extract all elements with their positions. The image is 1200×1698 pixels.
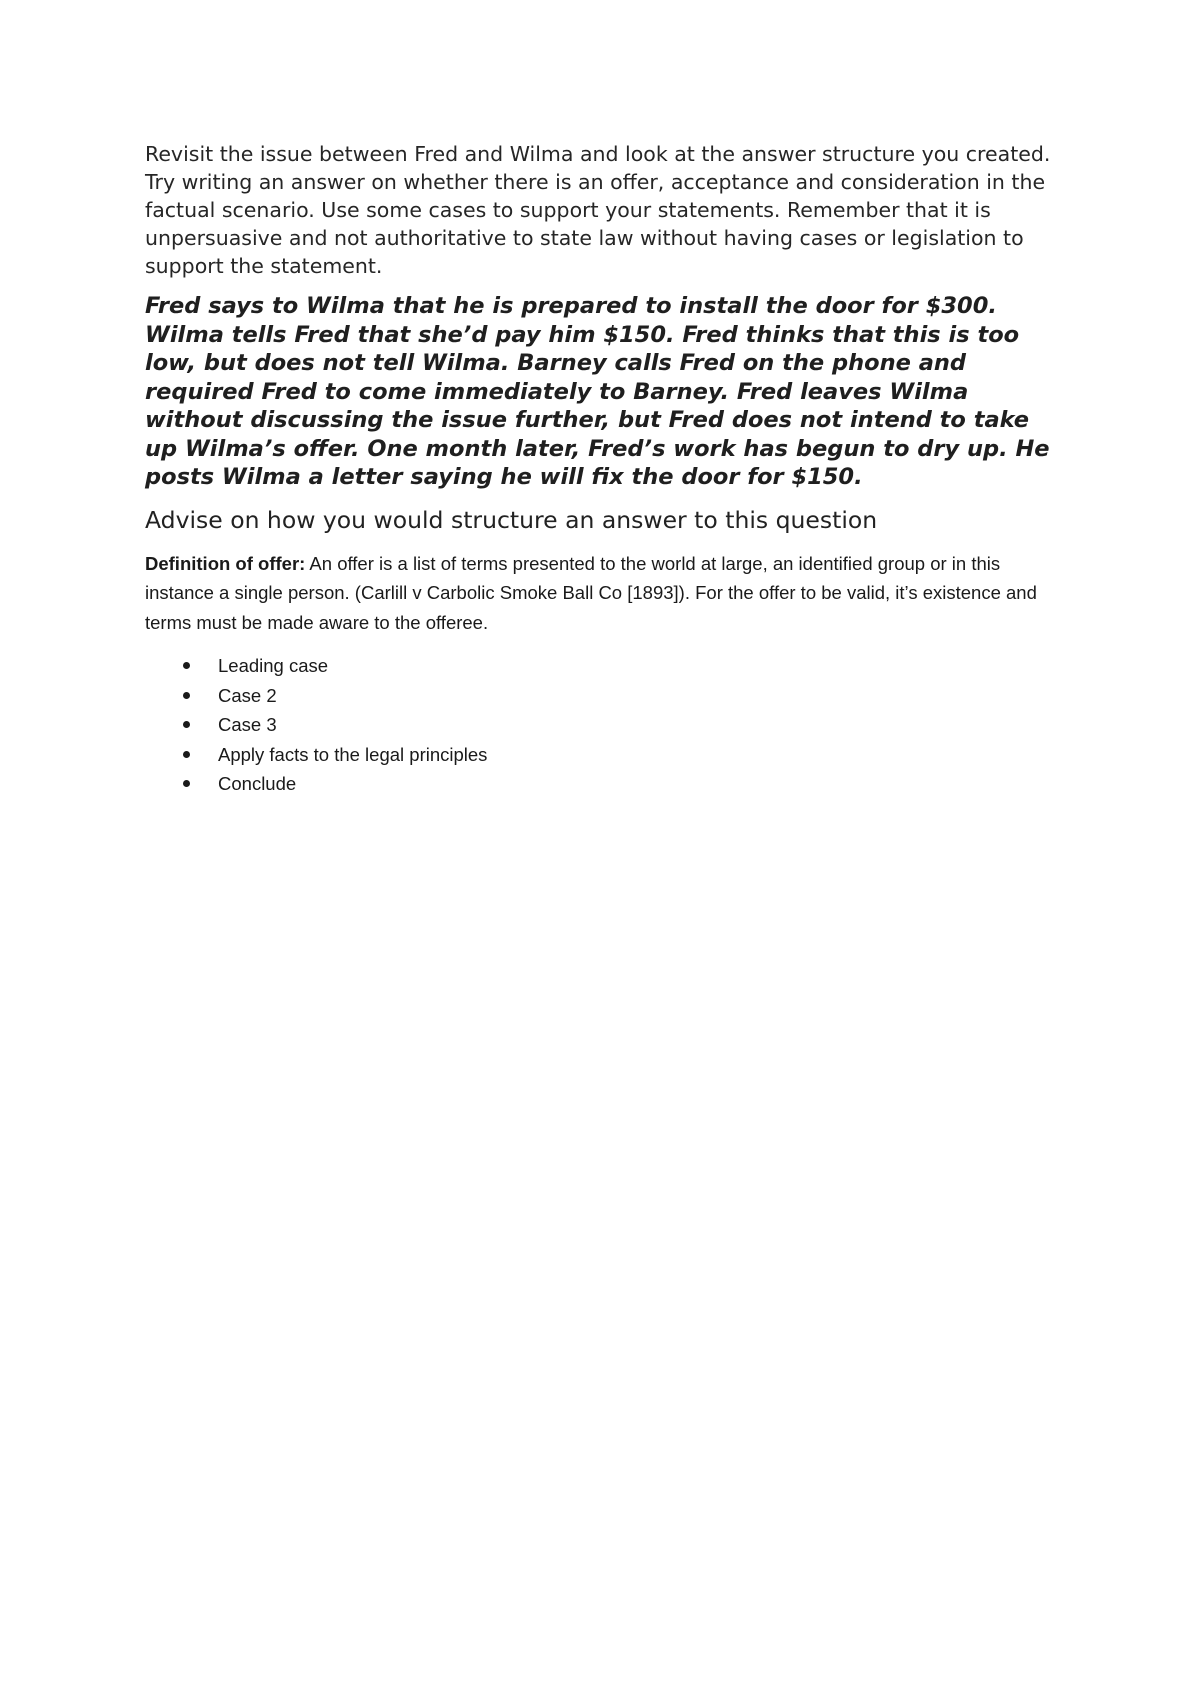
answer-structure-list <box>145 651 1065 799</box>
bullet-icon <box>183 692 190 699</box>
document-body <box>145 140 1065 799</box>
list-item <box>145 740 1065 770</box>
definition-paragraph <box>145 549 1065 638</box>
list-item-text: Conclude <box>218 773 297 794</box>
list-item <box>145 651 1065 681</box>
intro-paragraph: Revisit the issue between Fred and Wilma and look at the answer structure you created. Try writing an answer on whether there is an offer, acceptance and consideration in the factual scenario. Use some cases to support your statements. Remember that it is unpersuasive and not authoritative to state law without having cases or legislation to support the statement. <box>145 142 1051 278</box>
bullet-icon <box>183 751 190 758</box>
list-item-text: Case 3 <box>218 714 277 735</box>
bullet-icon <box>183 662 190 669</box>
definition-label: Definition of offer: <box>145 552 306 574</box>
list-item <box>145 769 1065 799</box>
scenario-paragraph: Fred says to Wilma that he is prepared to install the door for $300. Wilma tells Fred that she’d pay him $150. Fred thinks that this is too low, but does not tell Wilma. Barney calls Fred on the phone and required Fred to come immediately to Barney. Fred leaves Wilma without discussing the issue further, but Fred does not intend to take up Wilma’s offer. One month later, Fred’s work has begun to dry up. He posts Wilma a letter saying he will fix the door for $150. <box>145 293 1050 490</box>
list-item <box>145 710 1065 740</box>
list-item-text: Leading case <box>218 655 329 676</box>
list-item <box>145 681 1065 711</box>
bullet-icon <box>183 780 190 787</box>
question-heading: Advise on how you would structure an answer to this question <box>145 505 878 534</box>
bullet-icon <box>183 721 190 728</box>
list-item-text: Case 2 <box>218 684 277 706</box>
list-item-text: Apply facts to the legal principles <box>218 743 488 765</box>
definition-text: An offer is a list of terms presented to the world at large, an identified group or in this instance a single person. (Carlill v Carbolic Smoke Ball Co [1893]). For the offer to be valid, it’s existence and terms must be made aware to the offeree. <box>145 552 1037 633</box>
